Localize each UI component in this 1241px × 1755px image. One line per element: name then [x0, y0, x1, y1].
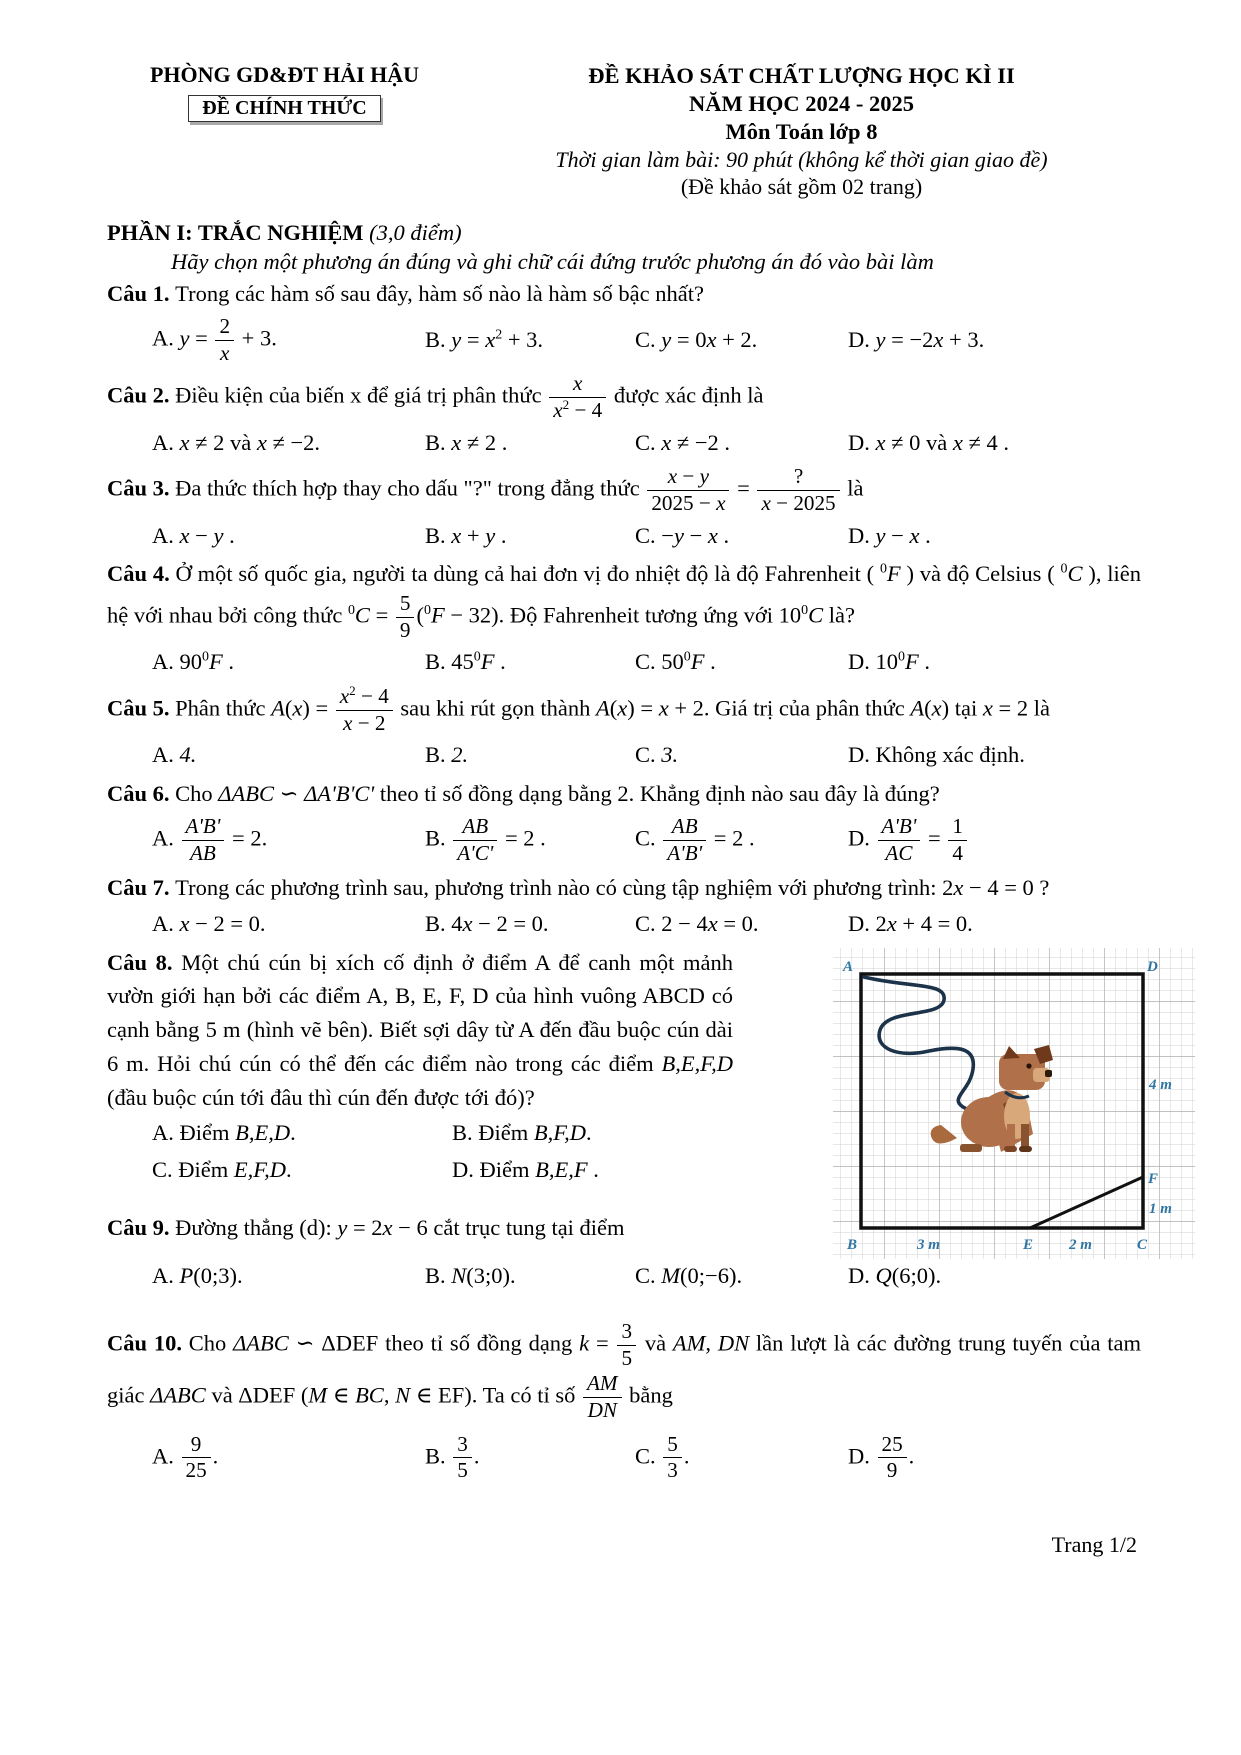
question-10-container	[107, 1319, 1141, 1484]
question-7-options	[107, 908, 1141, 941]
question-10-statement: Câu 10. Cho ΔABC ∽ ΔDEF theo tỉ số đồng dạng k = $\frac{3}{5}$ và AM, DN lần lượt là các đường trung tuyến của tam giác ΔABC và ΔDEF (M ∈ BC, N ∈ EF). Ta có tỉ số $\frac{AM}{DN}$ bằng	[107, 1318, 1141, 1423]
option-letter: B.	[425, 649, 452, 675]
label-length-1m: 1 m	[1149, 1200, 1172, 1217]
question-10-label: Câu 10.	[107, 1330, 189, 1356]
question-7-option-A: A. x − 2 = 0.	[152, 910, 266, 936]
section-instruction: Hãy chọn một phương án đúng và ghi chữ cái đứng trước phương án đó vào bài làm	[171, 249, 934, 275]
exam-title: ĐỀ KHẢO SÁT CHẤT LƯỢNG HỌC KÌ II	[588, 63, 1015, 88]
section-points: (3,0 điểm)	[369, 220, 462, 246]
option-letter: D.	[848, 522, 876, 548]
questions-8-9-region	[107, 946, 1172, 1293]
question-1-options	[107, 314, 1141, 366]
question-2-statement: Câu 2. Điều kiện của biến x để giá trị phân thức $\frac{x}{x^2 - 4}$ được xác định là	[107, 371, 764, 423]
question-8-option-B: B. Điểm B,F,D.	[452, 1120, 592, 1146]
option-letter: B.	[425, 910, 452, 936]
option-letter: D.	[452, 1156, 480, 1182]
dog-eye	[1026, 1063, 1031, 1068]
question-2-option-C: C. x ≠ −2 .	[635, 429, 731, 455]
duration-line: Thời gian làm bài: 90 phút (không kể thời gian giao đề)	[555, 146, 1048, 172]
question-5-statement: Câu 5. Phân thức A(x) = $\frac{x^2 - 4}{x - 2}$ sau khi rút gọn thành A(x) = x + 2. Giá trị của phân thức A(x) tại x = 2 là	[107, 683, 1050, 735]
question-8-options	[107, 1117, 733, 1186]
option-letter: A.	[152, 1443, 180, 1469]
option-letter: C.	[635, 742, 662, 768]
question-8-label: Câu 8.	[107, 949, 182, 975]
question-8-option-D: D. Điểm B,E,F .	[452, 1156, 599, 1182]
option-letter: B.	[425, 522, 452, 548]
question-5-option-B: B. 2.	[425, 742, 469, 768]
question-3-label: Câu 3.	[107, 475, 176, 501]
option-letter: C.	[635, 522, 662, 548]
question-9-option-B: B. N(3;0).	[425, 1263, 516, 1289]
label-point-e: E	[1023, 1236, 1034, 1253]
option-letter: C.	[635, 649, 662, 675]
question-3-option-C: C. −y − x .	[635, 522, 730, 548]
option-letter: B.	[425, 742, 452, 768]
question-1-option-C: C. y = 0x + 2.	[635, 326, 758, 352]
question-9-statement: Câu 9. Đường thẳng (d): y = 2x − 6 cắt trục tung tại điểm	[107, 1214, 625, 1240]
question-5-options	[107, 739, 1141, 772]
question-6-option-A: A. $\frac{A'B'}{AB}$ = 2.	[152, 813, 268, 865]
option-letter: A.	[152, 649, 180, 675]
question-4-option-C: C. $50^0F$ .	[635, 649, 716, 675]
section-heading	[107, 220, 1141, 246]
option-letter: D.	[848, 825, 876, 851]
option-letter: A.	[152, 522, 180, 548]
question-8-statement: Câu 8. Một chú cún bị xích cố định ở điểm A để canh một mảnh vườn giới hạn bởi các điểm A, B, E, F, D của hình vuông ABCD có cạnh bằng 5 m (hình vẽ bên). Biết sợi dây từ A đến đầu buộc cún dài 6 m. Hỏi chú cún có thể đến các điểm nào trong các điểm B,E,F,D (đầu buộc cún tới đâu thì cún đến được tới đó)?	[107, 949, 734, 1110]
option-letter: C.	[152, 1156, 179, 1182]
question-3-option-D: D. y − x .	[848, 522, 931, 548]
question-8-option-A: A. Điểm B,E,D.	[152, 1120, 296, 1146]
question-3	[107, 464, 1141, 552]
option-letter: A.	[152, 429, 180, 455]
question-2-label: Câu 2.	[107, 382, 176, 408]
option-letter: A.	[152, 1120, 180, 1146]
option-letter: C.	[635, 910, 662, 936]
question-3-options	[107, 520, 1141, 553]
question-5-option-D: D. Không xác định.	[848, 742, 1025, 768]
question-7-option-B: B. 4x − 2 = 0.	[425, 910, 549, 936]
label-length-2m: 2 m	[1069, 1236, 1092, 1253]
question-6-option-D: D. $\frac{A'B'}{AC}$ = $\frac{1}{4}$	[848, 814, 1141, 866]
question-4-option-A: A. $90^0F$ .	[152, 649, 234, 675]
official-exam-stamp: ĐỀ CHÍNH THỨC	[188, 95, 380, 122]
question-4-options	[107, 646, 1141, 679]
question-6-options	[107, 814, 1141, 866]
question-4-option-D: D. $10^0F$ .	[848, 649, 930, 675]
question-10-option-A: A. $\frac{9}{25}$ .	[152, 1431, 219, 1483]
question-2-option-B: B. x ≠ 2 .	[425, 429, 508, 455]
question-6-option-B: B. $\frac{AB}{A'C'}$ = 2 .	[425, 813, 546, 865]
question-4	[107, 557, 1141, 679]
question-9-option-D: D. Q(6;0).	[848, 1263, 942, 1289]
question-3-statement: Câu 3. Đa thức thích hợp thay cho dấu "?" trong đẳng thức $\frac{x - y}{2025 - x}$ = $\frac{?}{x - 2025}$ là	[107, 464, 864, 516]
option-letter: A.	[152, 825, 180, 851]
question-10-options	[107, 1432, 1141, 1484]
question-3-option-B: B. x + y .	[425, 522, 507, 548]
garden-diagram	[829, 946, 1199, 1261]
label-length-3m: 3 m	[917, 1236, 940, 1253]
option-letter: D.	[848, 1443, 876, 1469]
question-4-label: Câu 4.	[107, 561, 176, 587]
question-5-label: Câu 5.	[107, 695, 176, 721]
question-1-statement: Câu 1. Trong các hàm số sau đây, hàm số nào là hàm số bậc nhất?	[107, 281, 704, 307]
question-4-statement: Câu 4. Ở một số quốc gia, người ta dùng cả hai đơn vị đo nhiệt độ là độ Fahrenheit ( $^0$F ) và độ Celsius ( $^0$C ), liên hệ với nhau bởi công thức $^0$C = $\frac{5}{9}$ ($^0$F − 32). Độ Fahrenheit tương ứng với $10^0C$ là?	[107, 561, 1141, 642]
option-letter: C.	[635, 1443, 662, 1469]
option-letter: B.	[425, 1263, 452, 1289]
label-point-a: A	[843, 958, 854, 975]
option-letter: A.	[152, 742, 180, 768]
option-letter: C.	[635, 326, 662, 352]
question-2-option-A: A. x ≠ 2 và x ≠ −2.	[152, 429, 321, 455]
page-footer	[107, 1532, 1141, 1558]
label-point-d: D	[1147, 958, 1158, 975]
section-title: PHẦN I: TRẮC NGHIỆM	[107, 220, 364, 246]
option-letter: B.	[425, 1443, 452, 1469]
label-point-c: C	[1137, 1236, 1148, 1253]
option-letter: B.	[425, 825, 452, 851]
question-6-option-C: C. $\frac{AB}{A'B'}$ = 2 .	[635, 813, 755, 865]
question-5-option-A: A. 4.	[152, 742, 197, 768]
question-10	[107, 1319, 1141, 1484]
question-8-option-C: C. Điểm E,F,D.	[152, 1156, 292, 1182]
label-length-4m: 4 m	[1149, 1076, 1172, 1093]
department-name: PHÒNG GD&ĐT HẢI HẬU	[149, 62, 420, 87]
question-7-option-C: C. 2 − 4x = 0.	[635, 910, 759, 936]
question-1-option-D: D. y = −2x + 3.	[848, 326, 985, 352]
question-7-label: Câu 7.	[107, 875, 176, 901]
question-1	[107, 277, 1141, 366]
question-10-option-D: D. $\frac{25}{9}$ .	[848, 1431, 915, 1483]
page-number: Trang 1/2	[1051, 1532, 1137, 1558]
question-3-option-A: A. x − y .	[152, 522, 235, 548]
question-9-label: Câu 9.	[107, 1214, 176, 1240]
question-1-label: Câu 1.	[107, 281, 176, 307]
questions-1-7	[107, 277, 1141, 940]
question-7-option-D: D. 2x + 4 = 0.	[848, 910, 973, 936]
subject-line: Môn Toán lớp 8	[725, 118, 878, 144]
option-letter: B.	[452, 1120, 479, 1146]
option-letter: C.	[635, 1263, 662, 1289]
option-letter: D.	[848, 326, 876, 352]
question-5-option-C: C. 3.	[635, 742, 679, 768]
option-letter: A.	[152, 910, 180, 936]
question-8-figure	[829, 946, 1199, 1261]
question-10-option-B: B. $\frac{3}{5}$ .	[425, 1431, 480, 1483]
question-9-option-C: C. M(0;−6).	[635, 1263, 743, 1289]
question-5	[107, 684, 1141, 772]
option-letter: A.	[152, 325, 180, 351]
question-9-options	[107, 1260, 1141, 1293]
option-letter: D.	[848, 910, 876, 936]
question-2	[107, 371, 1141, 459]
question-6	[107, 777, 1141, 866]
pages-note: (Đề khảo sát gồm 02 trang)	[680, 173, 923, 199]
question-2-options	[107, 427, 1141, 460]
option-letter: D.	[848, 742, 876, 768]
dog-nose	[1045, 1070, 1052, 1077]
option-letter: C.	[635, 429, 662, 455]
question-4-option-B: B. $45^0F$ .	[425, 649, 506, 675]
question-6-statement: Câu 6. Cho ΔABC ∽ ΔA'B'C' theo tỉ số đồng dạng bằng 2. Khẳng định nào sau đây là đúng?	[107, 781, 940, 807]
question-1-option-B: B. $y = x^2 + 3$.	[425, 326, 544, 352]
option-letter: B.	[425, 326, 452, 352]
header-right	[462, 62, 1141, 200]
question-7	[107, 871, 1141, 940]
option-letter: A.	[152, 1263, 180, 1289]
question-10-option-C: C. $\frac{5}{3}$ .	[635, 1431, 690, 1483]
question-1-option-A: A. y = $\frac{2}{x}$ + 3.	[152, 313, 277, 365]
question-2-option-D: D. x ≠ 0 và x ≠ 4 .	[848, 429, 1009, 455]
option-letter: C.	[635, 825, 662, 851]
label-point-b: B	[847, 1236, 858, 1253]
question-6-label: Câu 6.	[107, 781, 176, 807]
option-letter: D.	[848, 1263, 876, 1289]
question-9-option-A: A. P(0;3).	[152, 1263, 243, 1289]
option-letter: B.	[425, 429, 452, 455]
question-7-statement: Câu 7. Trong các phương trình sau, phương trình nào có cùng tập nghiệm với phương trình: 2x − 4 = 0 ?	[107, 875, 1050, 901]
option-letter: D.	[848, 649, 876, 675]
exam-header	[107, 62, 1141, 200]
label-point-f: F	[1148, 1170, 1159, 1187]
option-letter: D.	[848, 429, 876, 455]
school-year: NĂM HỌC 2024 - 2025	[689, 90, 914, 116]
header-left	[107, 62, 462, 122]
